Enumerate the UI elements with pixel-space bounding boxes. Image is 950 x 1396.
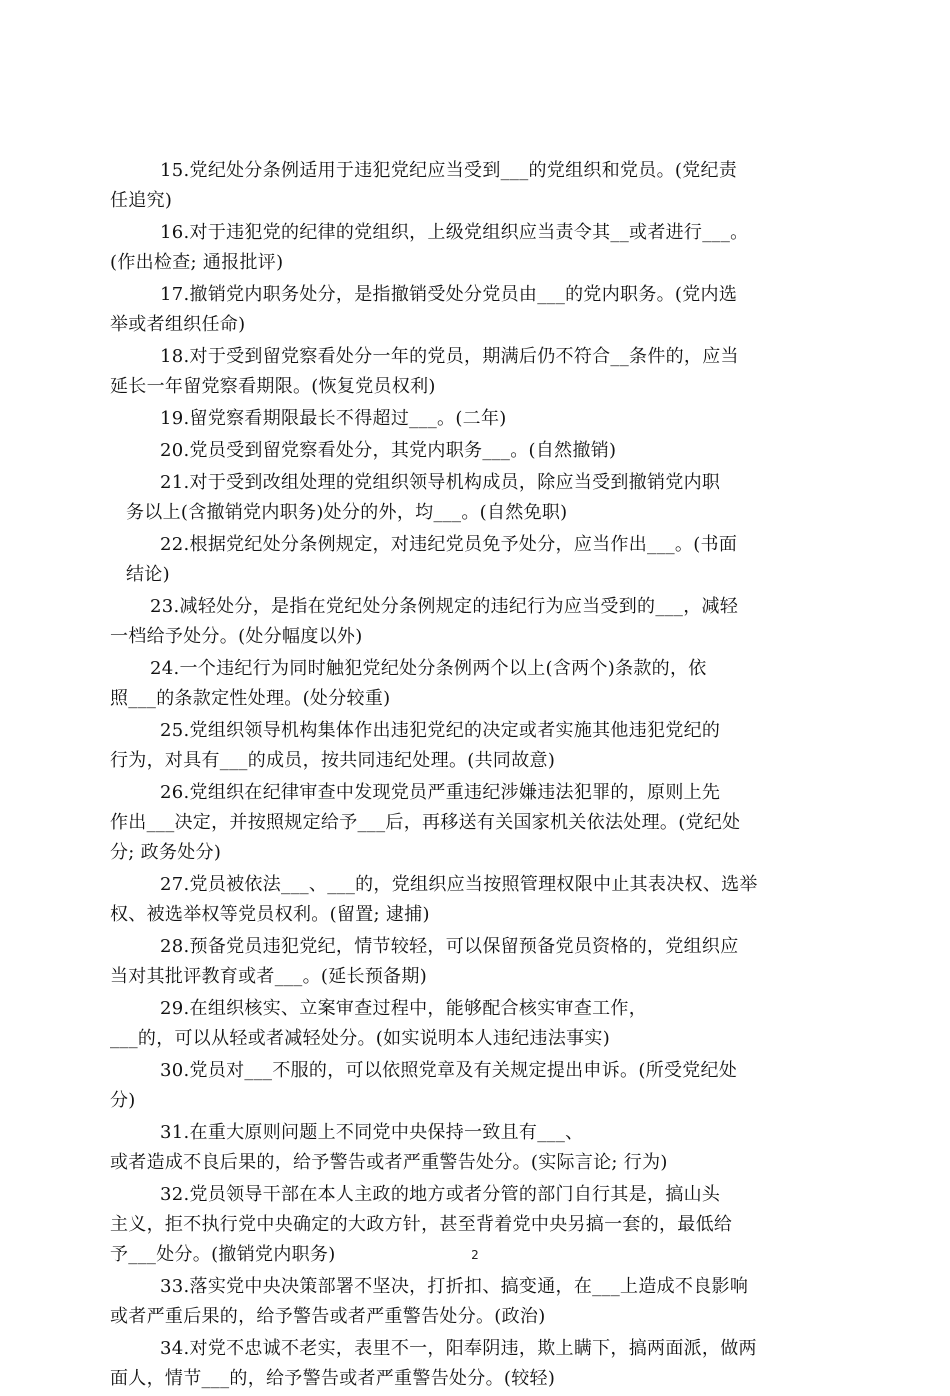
item-line: 面人，情节___的，给予警告或者严重警告处分。(较轻) (110, 1368, 556, 1389)
item-line: 行为，对具有___的成员，按共同违纪处理。(共同故意) (110, 750, 556, 771)
list-item (110, 342, 846, 402)
list-item (110, 468, 846, 528)
list-item (110, 932, 846, 992)
item-line: 或者造成不良后果的，给予警告或者严重警告处分。(实际言论; 行为) (110, 1152, 668, 1173)
item-line: 17.撤销党内职务处分，是指撤销受处分党员由___的党内职务。(党内选 (160, 284, 738, 305)
list-item (110, 716, 846, 776)
item-line: 结论) (126, 564, 170, 585)
item-line: 一档给予处分。(处分幅度以外) (110, 626, 363, 647)
item-line: 务以上(含撤销党内职务)处分的外，均___。(自然免职) (126, 502, 568, 523)
item-line: 当对其批评教育或者___。(延长预备期) (110, 966, 428, 987)
item-line: 16.对于违犯党的纪律的党组织，上级党组织应当责令其__或者进行___。 (160, 222, 749, 243)
item-line: 作出___决定，并按照规定给予___后，再移送有关国家机关依法处理。(党纪处 (110, 812, 741, 833)
item-line: 30.党员对___不服的，可以依照党章及有关规定提出申诉。(所受党纪处 (160, 1060, 738, 1081)
list-item (110, 530, 846, 590)
item-line: 32.党员领导干部在本人主政的地方或者分管的部门自行其是，搞山头 (160, 1184, 721, 1205)
item-line: 照___的条款定性处理。(处分较重) (110, 688, 391, 709)
item-line: 31.在重大原则问题上不同党中央保持一致且有___、 (160, 1122, 584, 1143)
item-line: 分) (110, 1090, 136, 1111)
list-item (110, 870, 846, 930)
question-list (110, 156, 846, 1396)
item-line: 23.减轻处分，是指在党纪处分条例规定的违纪行为应当受到的___，减轻 (150, 596, 739, 617)
item-line: 19.留党察看期限最长不得超过___。(二年) (160, 408, 507, 429)
list-item (110, 1056, 846, 1116)
list-item (110, 1334, 846, 1394)
item-line: 33.落实党中央决策部署不坚决，打折扣、搞变通，在___上造成不良影响 (160, 1276, 749, 1297)
list-item (110, 592, 846, 652)
list-item (110, 280, 846, 340)
item-line: 权、被选举权等党员权利。(留置; 逮捕) (110, 904, 430, 925)
item-line: 27.党员被依法___、___的，党组织应当按照管理权限中止其表决权、选举 (160, 874, 758, 895)
list-item (110, 404, 846, 434)
item-line: ___的，可以从轻或者减轻处分。(如实说明本人违纪违法事实) (110, 1028, 611, 1049)
list-item (110, 1118, 846, 1178)
item-line: 28.预备党员违犯党纪，情节较轻，可以保留预备党员资格的，党组织应 (160, 936, 739, 957)
item-line: 29.在组织核实、立案审查过程中，能够配合核实审查工作， (160, 998, 648, 1019)
item-line: 分; 政务处分) (110, 842, 222, 863)
item-line: 延长一年留党察看期限。(恢复党员权利) (110, 376, 436, 397)
item-line: 予___处分。(撤销党内职务) (110, 1244, 336, 1265)
item-line: 24.一个违纪行为同时触犯党纪处分条例两个以上(含两个)条款的，依 (150, 658, 707, 679)
item-line: 或者严重后果的，给予警告或者严重警告处分。(政治) (110, 1306, 546, 1327)
item-line: 34.对党不忠诚不老实，表里不一，阳奉阴违，欺上瞒下，搞两面派，做两 (160, 1338, 757, 1359)
item-line: 22.根据党纪处分条例规定，对违纪党员免予处分，应当作出___。(书面 (160, 534, 738, 555)
list-item (110, 156, 846, 216)
item-line: 举或者组织任命) (110, 314, 246, 335)
item-line: 任追究) (110, 190, 173, 211)
item-line: 20.党员受到留党察看处分，其党内职务___。(自然撤销) (160, 440, 617, 461)
item-line: 主义，拒不执行党中央确定的大政方针，甚至背着党中央另搞一套的，最低给 (110, 1214, 733, 1235)
item-line: (作出检查; 通报批评) (110, 252, 284, 273)
item-line: 18.对于受到留党察看处分一年的党员，期满后仍不符合__条件的，应当 (160, 346, 739, 367)
list-item (110, 778, 846, 868)
item-line: 25.党组织领导机构集体作出违犯党纪的决定或者实施其他违犯党纪的 (160, 720, 721, 741)
list-item (110, 994, 846, 1054)
list-item (110, 436, 846, 466)
page-number: 2 (471, 1248, 479, 1262)
item-line: 26.党组织在纪律审查中发现党员严重违纪涉嫌违法犯罪的，原则上先 (160, 782, 721, 803)
item-line: 21.对于受到改组处理的党组织领导机构成员，除应当受到撤销党内职 (160, 472, 721, 493)
list-item (110, 218, 846, 278)
list-item (110, 654, 846, 714)
list-item (110, 1272, 846, 1332)
item-line: 15.党纪处分条例适用于违犯党纪应当受到___的党组织和党员。(党纪责 (160, 160, 738, 181)
